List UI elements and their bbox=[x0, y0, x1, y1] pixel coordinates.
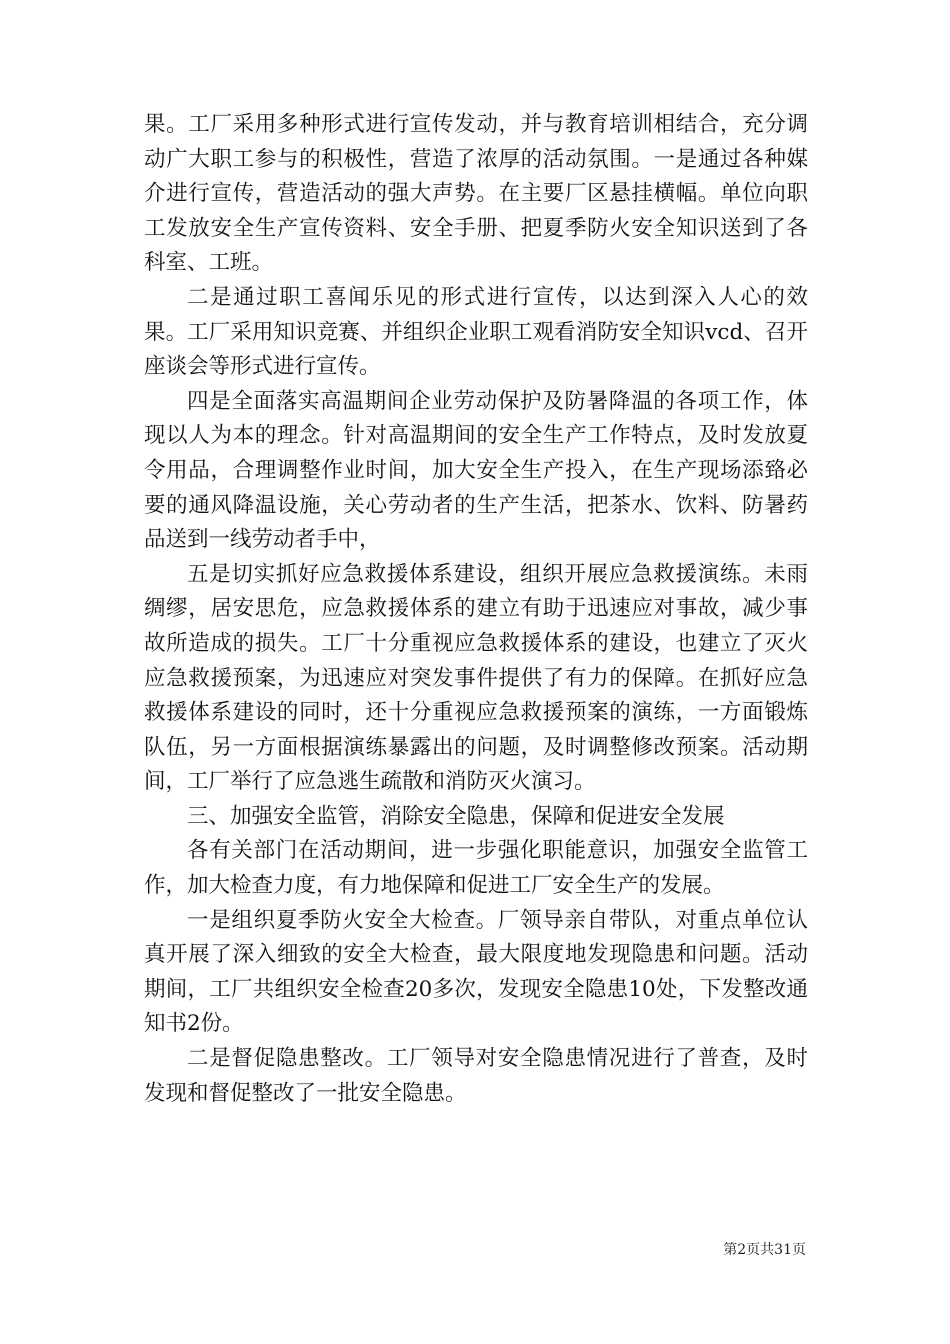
paragraph-publicity-forms: 二是通过职工喜闻乐见的形式进行宣传，以达到深入人心的效果。工厂采用知识竞赛、并组织企业职工观看消防安全知识vcd、召开座谈会等形式进行宣传。 bbox=[144, 284, 808, 380]
section-heading-supervision: 三、加强安全监管，消除安全隐患，保障和促进安全发展 bbox=[187, 803, 725, 829]
page-number-footer: 第2页共31页 bbox=[723, 1242, 806, 1258]
paragraph-fire-inspection: 一是组织夏季防火安全大检查。厂领导亲自带队，对重点单位认真开展了深入细致的安全大检查，最大限度地发现隐患和问题。活动期间，工厂共组织安全检查20多次，发现安全隐患10处，下发整改通知书2份。 bbox=[144, 907, 808, 1037]
paragraph-continuation: 果。工厂采用多种形式进行宣传发动，并与教育培训相结合，充分调动广大职工参与的积极性，营造了浓厚的活动氛围。一是通过各种媒介进行宣传，营造活动的强大声势。在主要厂区悬挂横幅。单位向职工发放安全生产宣传资料、安全手册、把夏季防火安全知识送到了各科室、工班。 bbox=[144, 112, 808, 276]
paragraph-hazard-rectification: 二是督促隐患整改。工厂领导对安全隐患情况进行了普查，及时发现和督促整改了一批安全隐患。 bbox=[144, 1046, 808, 1106]
paragraph-emergency-rescue: 五是切实抓好应急救援体系建设，组织开展应急救援演练。未雨绸缪，居安思危，应急救援体系的建立有助于迅速应对事故，减少事故所造成的损失。工厂十分重视应急救援体系的建设，也建立了灭火应急救援预案，为迅速应对突发事件提供了有力的保障。在抓好应急救援体系建设的同时，还十分重视应急救援预案的演练，一方面锻炼队伍，另一方面根据演练暴露出的问题，及时调整修改预案。活动期间，工厂举行了应急逃生疏散和消防灭火演习。 bbox=[144, 561, 808, 795]
paragraph-departments: 各有关部门在活动期间，进一步强化职能意识，加强安全监管工作，加大检查力度，有力地保障和促进工厂安全生产的发展。 bbox=[144, 838, 808, 899]
document-body bbox=[144, 108, 808, 1111]
paragraph-heat-protection: 四是全面落实高温期间企业劳动保护及防暑降温的各项工作，体现以人为本的理念。针对高温期间的安全生产工作特点，及时发放夏令用品，合理调整作业时间，加大安全生产投入，在生产现场添臵必要的通风降温设施，关心劳动者的生产生活，把茶水、饮料、防暑药品送到一线劳动者手中， bbox=[144, 388, 808, 553]
